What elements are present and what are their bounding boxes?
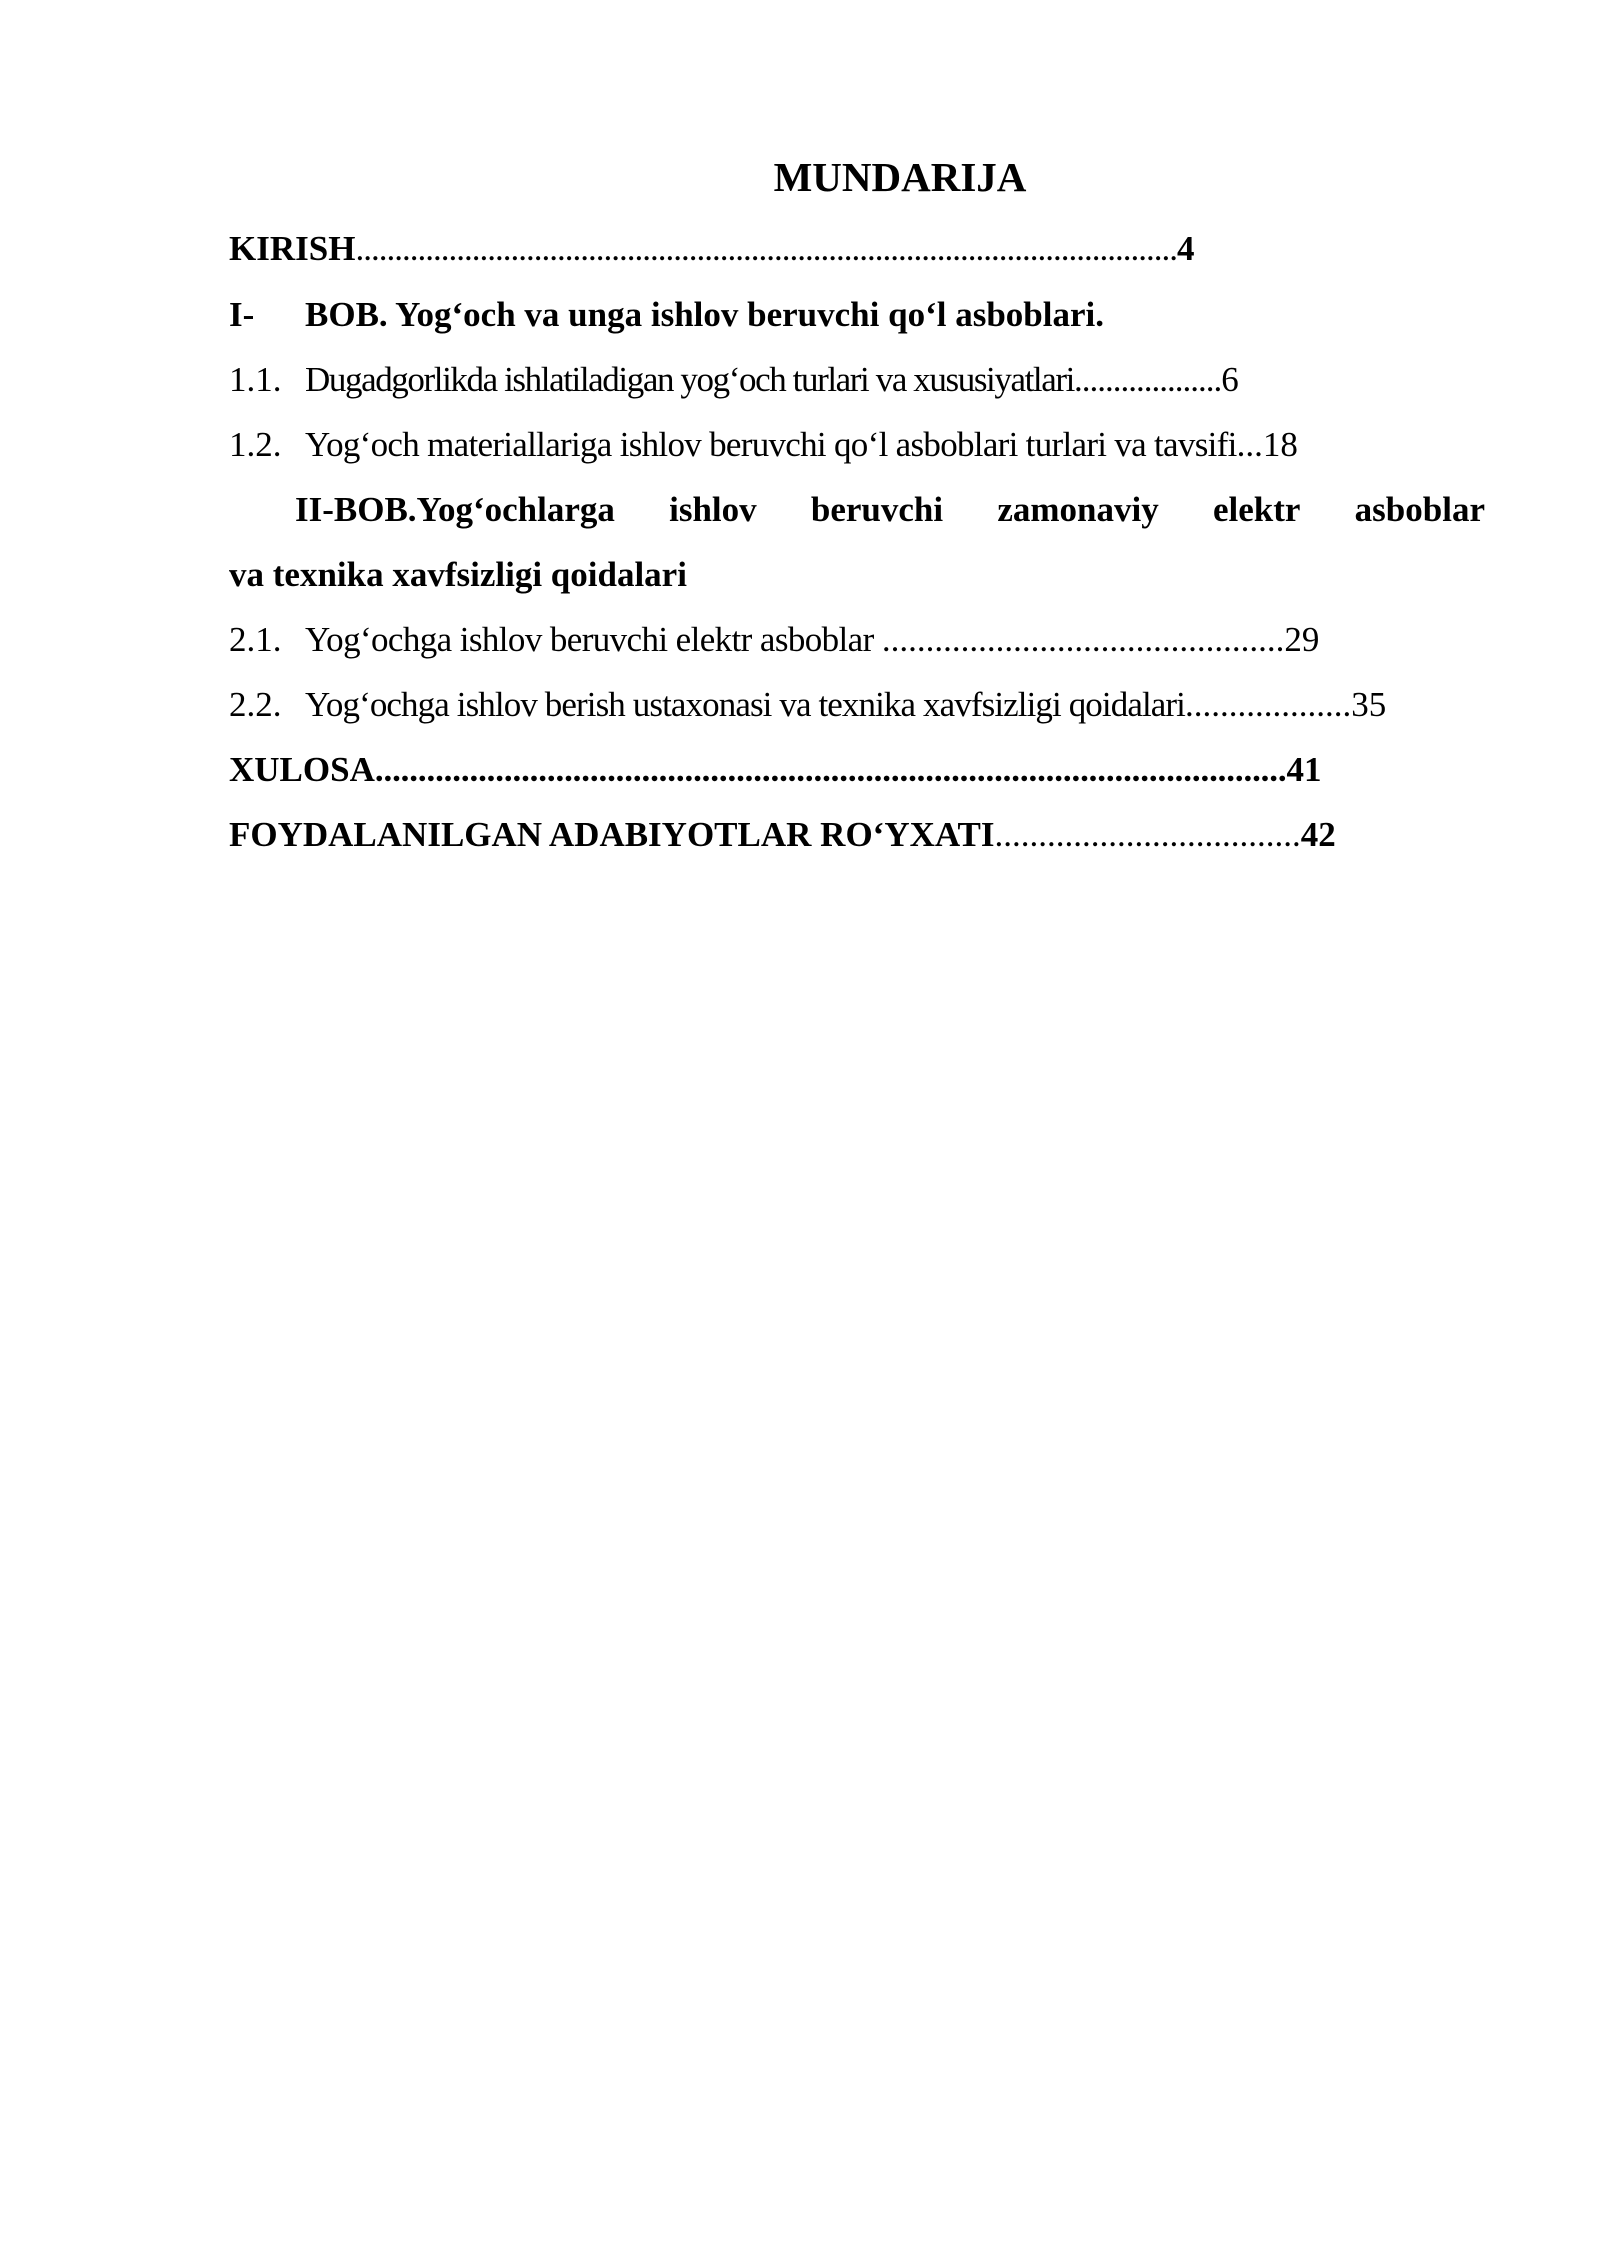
toc-label: BOB. Yog‘och va unga ishlov beruvchi qo‘l asboblari.	[305, 295, 1104, 334]
toc-label: FOYDALANILGAN ADABIYOTLAR RO‘YXATI	[229, 815, 995, 854]
toc-page-number: 4	[1176, 229, 1195, 268]
toc-leader: ..........................................................................................................	[355, 229, 1177, 268]
toc-word: zamonaviy	[997, 490, 1159, 529]
toc-label: Yog‘ochga ishlov beruvchi elektr asboblar	[305, 620, 882, 659]
toc-leader: ...................	[1185, 685, 1352, 724]
toc-section-number: 1.1.	[229, 360, 282, 399]
toc-leader: ..............................................	[881, 620, 1285, 659]
toc-label: KIRISH	[229, 229, 356, 268]
toc-leader: ..........................................................................................................	[374, 750, 1287, 789]
toc-chapter-1[interactable]	[229, 293, 1104, 337]
page-title: MUNDARIJA	[773, 154, 1027, 200]
toc-section-number: 2.1.	[229, 620, 282, 659]
toc-word: elektr	[1212, 490, 1301, 529]
toc-word: ishlov	[669, 490, 757, 529]
toc-section-number: 1.2.	[229, 425, 282, 464]
toc-section-number: 2.2.	[229, 685, 282, 724]
toc-leader: ...	[1236, 425, 1263, 464]
toc-page-number: 29	[1284, 620, 1320, 659]
toc-leader: ...................	[1073, 360, 1222, 399]
toc-entry-1-2[interactable]	[229, 423, 1298, 467]
toc-word: II-BOB.Yog‘ochlarga	[295, 490, 615, 529]
toc-chapter-2-continuation	[229, 553, 687, 597]
toc-page-number: 6	[1221, 360, 1238, 399]
toc-chapter-2[interactable]	[295, 488, 1485, 532]
toc-entry-2-1[interactable]	[229, 618, 1319, 662]
toc-entry-xulosa[interactable]	[229, 748, 1321, 792]
toc-label: Yog‘och materiallariga ishlov beruvchi qo‘l asboblari turlari va tavsifi	[305, 425, 1237, 464]
toc-label: va texnika xavfsizligi qoidalari	[229, 555, 687, 594]
toc-label: XULOSA	[229, 750, 375, 789]
toc-chapter-number: I-	[229, 295, 255, 334]
toc-label: Yog‘ochga ishlov berish ustaxonasi va texnika xavfsizligi qoidalari	[305, 685, 1186, 724]
toc-page-number: 35	[1351, 685, 1387, 724]
toc-word: beruvchi	[810, 490, 944, 529]
toc-word: asboblar	[1354, 490, 1485, 529]
toc-entry-adabiyotlar[interactable]	[229, 813, 1336, 857]
toc-page-number: 18	[1262, 425, 1298, 464]
toc-entry-2-2[interactable]	[229, 683, 1386, 727]
toc-page-number: 42	[1300, 815, 1336, 854]
toc-page-number: 41	[1286, 750, 1322, 789]
toc-label: Dugadgorlikda ishlatiladigan yog‘och turlari va xususiyatlari	[305, 360, 1074, 399]
toc-leader: ...................................	[994, 815, 1301, 854]
toc-entry-kirish[interactable]	[229, 227, 1194, 271]
toc-entry-1-1[interactable]	[229, 358, 1238, 402]
